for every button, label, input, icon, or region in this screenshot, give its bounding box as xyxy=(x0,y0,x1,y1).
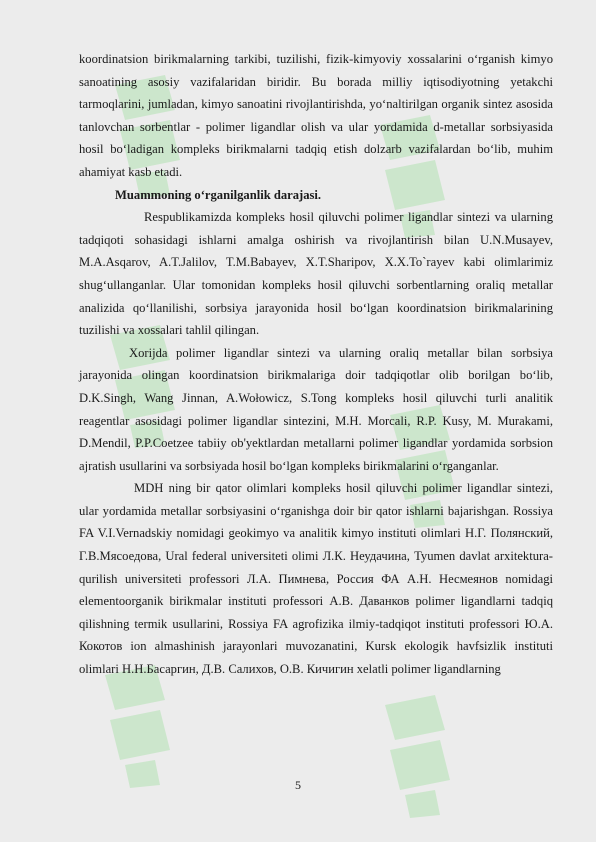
body-text xyxy=(79,48,553,681)
section-heading: Muammoning oʻrganilganlik darajasi. xyxy=(115,187,322,202)
page-number: 5 xyxy=(295,778,301,792)
paragraph-intro: koordinatsion birikmalarning tarkibi, tuzilishi, fizik-kimyoviy xossalarini oʻrganish kimyo sanoatining asosiy vazifalaridan biridir. Bu borada milliy iqtisodiyotning yetakchi tarmoqlarini, jumladan, kimyo sanoatini rivojlantirishda, yoʻnaltirilgan organik sintez asosida tanlovchan sorbentlar - polimer ligandlar olish va ular yordamida d-metallar sorbsiyasida hosil boʻladigan kompleks birikmalarni tadqiq etish dolzarb vazifalardan boʻlib, muhim ahamiyat kasb etadi. xyxy=(79,52,553,179)
paragraph-abroad: Xorijda polimer ligandlar sintezi va ularning oraliq metallar bilan sorbsiya jarayonida olingan koordinatsion birikmalariga doir tadqiqotlar olib borilgan boʻlib, D.K.Singh, Wang Jinnan, A.Wołowicz, S.Tong kompleks hosil qiluvchi turli analitik reagentlar asosidagi polimer ligandlar sintezini, M.H. Morcali, R.P. Kusy, M. Murakami, D.Mendil, P.P.Coetzee tabiiy ob'yektlardan metallarni polimer ligandlar yordamida sorbsion ajratish usullarini va sorbsiyada hosil boʻlgan kompleks birikmalarini oʻrganganlar. xyxy=(79,345,553,473)
watermark-logo-icon xyxy=(375,690,455,820)
paragraph-cis: MDH ning bir qator olimlari kompleks hosil qiluvchi polimer ligandlar sintezi, ular yordamida metallar sorbsiyasini oʻrganishga doir bir qator ishlarni bajarishgan. Rossiya FA V.I.Vernadskiy nomidagi geokimyo va analitik kimyo instituti olimlari Н.Г. Полянский, Г.В.Мясоедова, Ural federal universiteti olimi Л.К. Неудачина, Tyumen davlat arxitektura-qurilish universiteti professori Л.А. Пимнева, Россия ФА А.Н. Несмеянов nomidagi elementoorganik birikmalar instituti professori А.В. Даванков polimer ligandlarni tadqiq qilishning termik usullarini, Rossiya FA agrofizika ilmiy-tadqiqot instituti professori Ю.А. Кокотов ion almashinish jarayonlari muvozanatini, Kursk ekologik havfsizlik instituti olimlari Н.Н.Басаргин, Д.В. Салихов, О.В. Кичигин xelatli polimer ligandlarning xyxy=(79,481,553,677)
paragraph-republic: Respublikamizda kompleks hosil qiluvchi polimer ligandlar sintezi va ularning tadqiqoti sohasidagi ishlarni amalga oshirish va rivojlantirish bilan U.N.Musayev, M.A.Asqarov, A.T.Jalilov, T.M.Babayev, X.T.Sharipov, X.X.To`rayev kabi olimlarimiz shugʻullanganlar. Ular tomonidan kompleks hosil qiluvchi sorbentlarning oraliq metallar analizida qoʻllanilishi, sorbsiya jarayonida hosil boʻlgan koordinatsion birikmalarining tuzilishi va xossalari tahlil qilingan. xyxy=(79,210,553,338)
